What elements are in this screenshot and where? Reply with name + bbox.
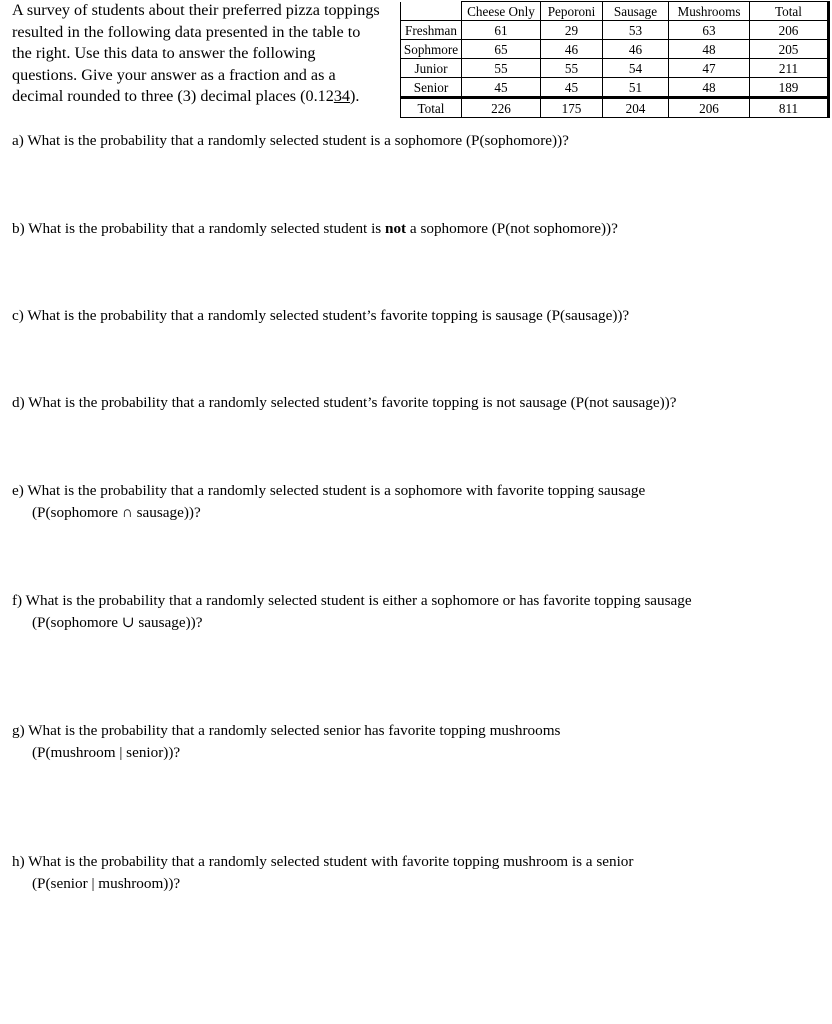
question-h-line1: h) What is the probability that a randomly selected student with favorite topping mushroom is a senior <box>12 853 634 870</box>
table-header-cell: Mushrooms <box>669 2 750 21</box>
question-e <box>12 480 645 523</box>
table-cell: 45 <box>541 78 603 98</box>
table-cell: 55 <box>541 59 603 78</box>
table-header-row <box>401 2 829 21</box>
pizza-survey-table <box>400 1 830 118</box>
table-cell: 65 <box>462 40 541 59</box>
intro-underlined-digits: 34 <box>333 87 351 106</box>
table-cell: 63 <box>669 21 750 40</box>
table-cell: 175 <box>541 98 603 118</box>
table-total-row <box>401 98 829 118</box>
question-e-line2: (P(sophomore ∩ sausage))? <box>32 503 201 521</box>
table-cell: 54 <box>603 59 669 78</box>
question-h <box>12 851 633 894</box>
table-row-header: Junior <box>401 59 462 78</box>
table-cell: 55 <box>462 59 541 78</box>
question-b <box>12 218 618 240</box>
table-cell: 48 <box>669 40 750 59</box>
table-cell: 47 <box>669 59 750 78</box>
table-header-cell: Total <box>750 2 829 21</box>
table-cell: 51 <box>603 78 669 98</box>
question-e-line1: e) What is the probability that a randomly selected student is a sophomore with favorite topping sausage <box>12 482 646 499</box>
table-cell: 189 <box>750 78 829 98</box>
intro-paragraph <box>12 0 384 108</box>
table-cell: 45 <box>462 78 541 98</box>
question-g <box>12 720 560 763</box>
table-cell: 204 <box>603 98 669 118</box>
table-cell: 46 <box>603 40 669 59</box>
question-f <box>12 590 692 633</box>
table-row-header: Total <box>401 98 462 118</box>
table-cell: 53 <box>603 21 669 40</box>
table-cell: 811 <box>750 98 829 118</box>
question-b-post: a sophomore (P(not sophomore))? <box>406 220 618 237</box>
question-g-line2: (P(mushroom | senior))? <box>32 743 181 761</box>
table-cell: 46 <box>541 40 603 59</box>
table-cell: 226 <box>462 98 541 118</box>
question-b-pre: b) What is the probability that a randomly selected student is <box>12 220 385 237</box>
table-cell: 206 <box>669 98 750 118</box>
table-header-cell: Peporoni <box>541 2 603 21</box>
question-h-line2: (P(senior | mushroom))? <box>32 874 181 892</box>
question-g-line1: g) What is the probability that a randomly selected senior has favorite topping mushrooms <box>12 722 561 739</box>
table-cell: 205 <box>750 40 829 59</box>
table-cell: 29 <box>541 21 603 40</box>
question-f-line2: (P(sophomore ∪ sausage))? <box>32 613 203 631</box>
table-row-header: Freshman <box>401 21 462 40</box>
table-corner-cell <box>401 2 462 21</box>
table-row <box>401 78 829 98</box>
table-cell: 61 <box>462 21 541 40</box>
table-cell: 211 <box>750 59 829 78</box>
question-c: c) What is the probability that a randomly selected student’s favorite topping is sausage (P(sausage))? <box>12 307 630 324</box>
question-b-bold: not <box>385 220 407 237</box>
table-cell: 206 <box>750 21 829 40</box>
table-row <box>401 59 829 78</box>
table-cell: 48 <box>669 78 750 98</box>
table-row <box>401 40 829 59</box>
table-row-header: Senior <box>401 78 462 98</box>
intro-tail: ). <box>350 87 360 106</box>
intro-text: A survey of students about their preferred pizza toppings resulted in the following data presented in the table to the right. Use this data to answer the following questions. Give your answer as a fraction and as a decimal rounded to three (3) decimal places (0.12 <box>12 1 380 106</box>
table-row-header: Sophmore <box>401 40 462 59</box>
table-header-cell: Sausage <box>603 2 669 21</box>
question-d: d) What is the probability that a randomly selected student’s favorite topping is not sausage (P(not sausage))? <box>12 394 677 411</box>
question-a: a) What is the probability that a randomly selected student is a sophomore (P(sophomore))? <box>12 132 569 149</box>
question-f-line1: f) What is the probability that a randomly selected student is either a sophomore or has favorite topping sausage <box>12 592 692 609</box>
table-header-cell: Cheese Only <box>462 2 541 21</box>
table-row <box>401 21 829 40</box>
